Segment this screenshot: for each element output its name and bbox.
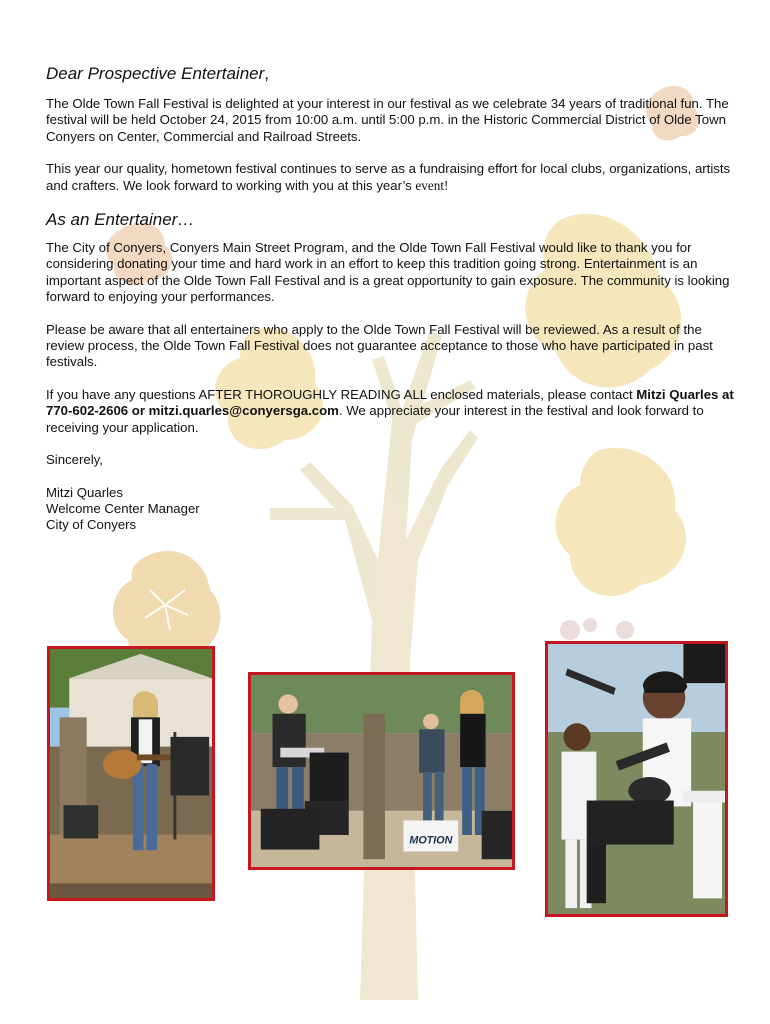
- intro-paragraph-2-event-word: event!: [415, 177, 449, 193]
- intro-paragraph-2: [46, 161, 736, 194]
- letter-body: [46, 64, 736, 550]
- contact-text-before: If you have any questions AFTER THOROUGHLY READING ALL enclosed materials, please contact: [46, 386, 637, 402]
- contact-paragraph: [46, 387, 736, 436]
- signature-block: [46, 485, 736, 534]
- signature-organization: City of Conyers: [46, 517, 137, 533]
- intro-paragraph-2-text: This year our quality, hometown festival continues to serve as a fundraising effort for local clubs, organizations, artists and crafters. We look forward to working with you at this year’s: [46, 161, 731, 193]
- section-heading: As an Entertainer…: [46, 210, 195, 230]
- contact-text-after: . We appreciate your interest in the festival and look forward to receiving your application.: [46, 403, 704, 435]
- greeting-text: Dear Prospective Entertainer: [46, 64, 265, 83]
- intro-paragraph-1: The Olde Town Fall Festival is delighted at your interest in our festival as we celebrate 34 years of traditional fun. The festival will be held October 24, 2015 from 10:00 a.m. until 5:00 p.m. in the Historic Commercial District of Olde Town Conyers on Center, Commercial and Railroad Streets.: [46, 96, 729, 144]
- signature-title: Welcome Center Manager: [46, 500, 200, 516]
- photo-band-performance: [248, 672, 515, 870]
- signature-name: Mitzi Quarles: [46, 484, 123, 500]
- greeting-comma: ,: [264, 64, 270, 83]
- greeting: [46, 64, 736, 84]
- photo-young-guitarist: [545, 641, 728, 917]
- contact-details: Mitzi Quarles at 770-602-2606 or mitzi.quarles@conyersga.com: [46, 386, 734, 419]
- closing: Sincerely,: [46, 452, 103, 468]
- banner-text: MOTION: [409, 834, 453, 847]
- body-paragraph-2: Please be aware that all entertainers who apply to the Olde Town Fall Festival will be reviewed. As a result of the review process, the Olde Town Fall Festival does not guarantee acceptance to those who have participated in past festivals.: [46, 321, 713, 370]
- body-paragraph-1: The City of Conyers, Conyers Main Street Program, and the Olde Town Fall Festival would like to thank you for considering donating your time and hard work in an effort to keep this tradition going strong. Entertainment is an important aspect of the Olde Town Fall Festival and is a great opportunity to gain exposure. The community is looking forward to enjoying your performances.: [46, 240, 730, 305]
- photo-guitarist-singer: [47, 646, 215, 901]
